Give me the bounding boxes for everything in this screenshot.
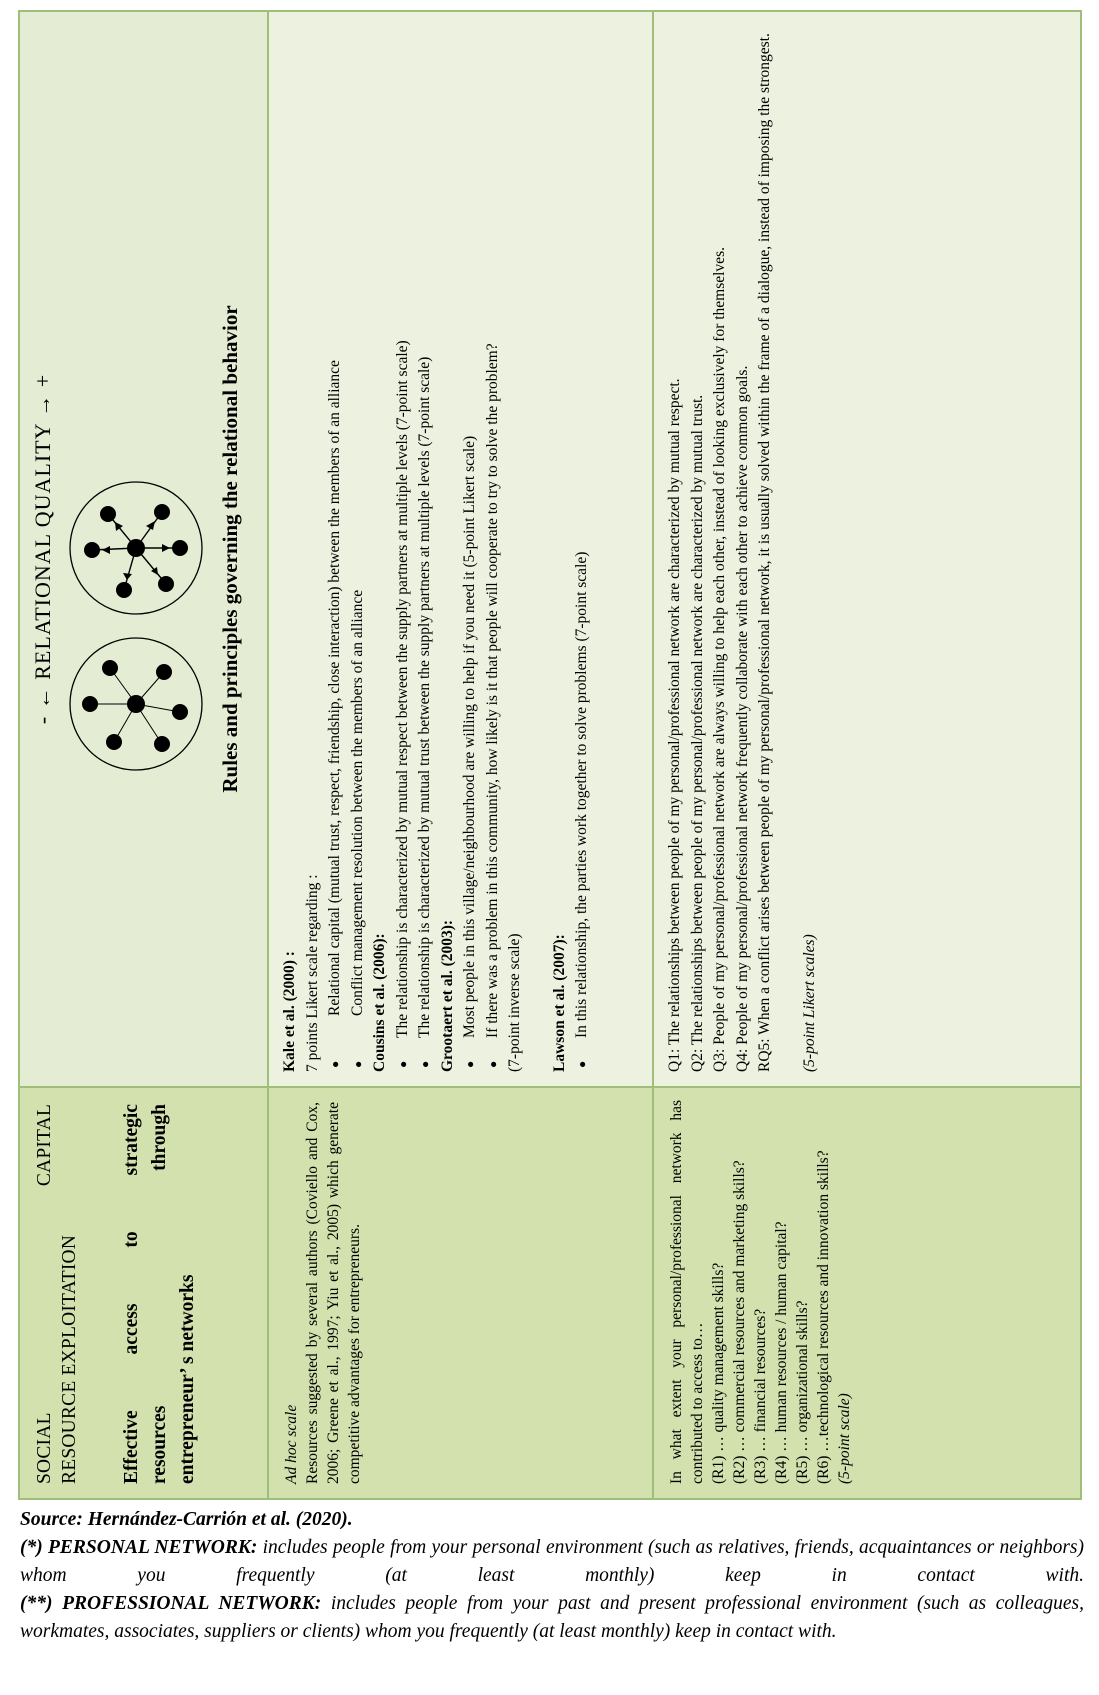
subtitle-word: Effective [121, 1410, 142, 1484]
list-item: (R2) … commercial resources and marketing skills? [731, 1160, 748, 1484]
adhoc-scale [281, 1102, 365, 1484]
list-item: (R1) … quality management skills? [710, 1262, 727, 1484]
list-item: (R5) … organizational skills? [794, 1300, 811, 1484]
professional-network-note [20, 1590, 1084, 1646]
professional-network-label: (**) PROFESSIONAL NETWORK: [20, 1593, 322, 1614]
list-item: Q1: The relationships between people of my personal/professional network are characterized by mutual respect. [666, 378, 683, 1072]
resources-intro: In what extent your personal/professional network has contributed to access to… [668, 1100, 706, 1484]
personal-network-label: (*) PERSONAL NETWORK: [20, 1537, 258, 1558]
list-item: ● In this relationship, the parties work together to solve problems (7-point scale) [571, 32, 594, 1072]
title-line: RESOURCE EXPLOITATION [59, 1234, 80, 1484]
subtitle-word: to [121, 1231, 142, 1248]
relational-questions [664, 32, 821, 1072]
list-item: ● The relationship is characterized by mutual trust between the supply partners at multiple levels (7-point scale) [414, 32, 437, 1072]
relational-behavior-heading: Rules and principles governing the relational behavior [218, 305, 242, 793]
subtitle-word: through [149, 1104, 170, 1171]
subtitle-line: entrepreneur’ s networks [177, 1274, 198, 1484]
personal-network-note [20, 1534, 1084, 1590]
title-word: CAPITAL [34, 1104, 55, 1187]
social-capital-title [32, 1104, 82, 1484]
grootaert-heading: Grootaert et al. (2003): [438, 919, 456, 1072]
lawson-heading: Lawson et al. (2007): [550, 934, 568, 1072]
adhoc-scale-cell [269, 1086, 652, 1498]
cousins-heading: Cousins et al. (2006): [371, 933, 388, 1072]
personal-network-text: includes people from your personal environment (such as relatives, friends, acquaintances or neighbors) whom you frequently (at least monthly) keep in contact with. [20, 1537, 1084, 1586]
rotated-table [18, 10, 1082, 1500]
list-item: ● The relationship is characterized by mutual respect between the supply partners at multiple levels (7-point scale) [392, 32, 415, 1072]
list-item: (R4) … human resources / human capital? [773, 1221, 790, 1484]
subtitle-word: resources [149, 1405, 170, 1484]
resources-questions-cell [654, 1086, 1080, 1498]
subtitle-word: strategic [121, 1104, 142, 1176]
adhoc-text: Resources suggested by several authors (Coviello and Cox, 2006; Greene et al., 1997; Yiu et al., 2005) which generate competitive advantages for entrepreneurs. [304, 1102, 363, 1484]
subtitle-word: access [121, 1303, 142, 1355]
resources-scale: (5-point scale) [836, 1393, 853, 1484]
list-item: Q4: People of my personal/professional network frequently collaborate with each other to achieve common goals. [733, 365, 751, 1072]
relational-questions-cell [654, 12, 1080, 1086]
title-word: SOCIAL [34, 1412, 55, 1484]
weak-network-icon [70, 638, 202, 770]
network-diagram [66, 474, 206, 774]
relational-quality-header-cell [20, 12, 267, 1086]
adhoc-label: Ad hoc scale [283, 1404, 300, 1484]
rotated-table-content [20, 12, 1080, 1498]
list-item: ● Relational capital (mutual trust, respect, friendship, close interaction) between the members of an alliance [324, 32, 347, 1072]
social-capital-subtitle [118, 1104, 202, 1484]
strong-network-icon [70, 482, 202, 614]
measures-band [267, 12, 652, 1498]
kale-heading: Kale et al. (2000) : [281, 951, 298, 1072]
list-item: RQ5: When a conflict arises between people of my personal/professional network, it is usually solved within the frame of a dialogue, instead of imposing the strongest. [756, 33, 773, 1072]
header-band [20, 12, 267, 1498]
measures-cell [269, 12, 652, 1086]
relational-quality-title: - ← RELATIONAL QUALITY → + [30, 373, 55, 725]
list-item: Q3: People of my personal/professional network are always willing to help each other, instead of looking exclusively for themselves. [711, 247, 728, 1072]
professional-network-text: includes people from your past and present professional environment (such as colleagues, workmates, associates, suppliers or clients) whom you frequently (at least monthly) keep in contact with. [20, 1593, 1084, 1642]
list-item: ● Conflict management resolution between the members of an alliance [347, 32, 370, 1072]
social-capital-header-cell [20, 1086, 267, 1498]
list-item: ● If there was a problem in this community, how likely is it that people will cooperate to try to solve the problem? [482, 32, 505, 1072]
kale-intro: 7 points Likert scale regarding : [303, 874, 321, 1072]
source-note: Source: Hernández-Carrión et al. (2020). [20, 1509, 353, 1530]
list-item: Q2: The relationships between people of my personal/professional network are characterized by mutual trust. [688, 394, 706, 1072]
resources-questions [666, 1100, 855, 1484]
list-item: ● Most people in this village/neighbourhood are willing to help if you need it (5-point Likert scale) [459, 32, 482, 1072]
list-item: (R6) …technological resources and innovation skills? [815, 1150, 832, 1484]
measures-list [279, 32, 594, 1072]
grootaert-note: (7-point inverse scale) [506, 933, 523, 1072]
footnotes [20, 1506, 1084, 1646]
relational-scale: (5-point Likert scales) [800, 934, 818, 1072]
questions-band [652, 12, 1080, 1498]
list-item: (R3) … financial resources? [752, 1308, 769, 1484]
